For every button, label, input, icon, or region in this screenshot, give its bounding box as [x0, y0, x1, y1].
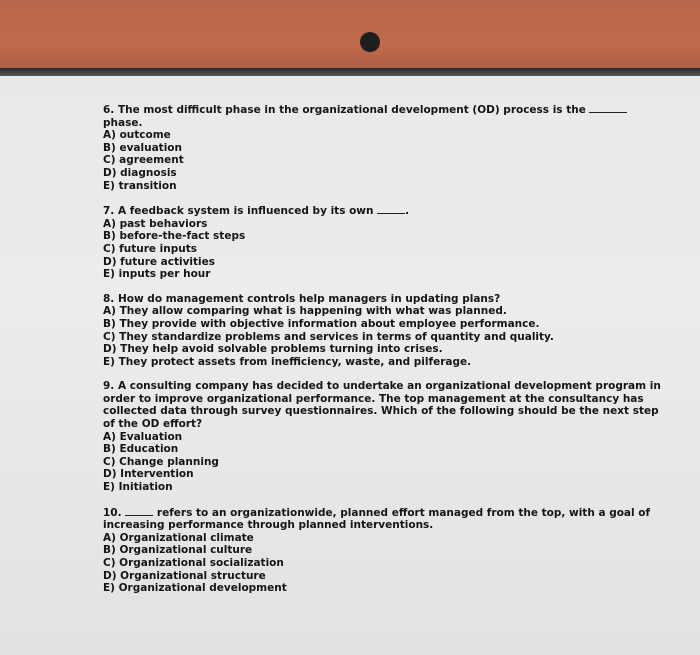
question-8 [103, 293, 663, 369]
option-b: B) before-the-fact steps [103, 230, 246, 243]
option-b: B) Organizational culture [103, 544, 253, 557]
question-9 [103, 380, 663, 493]
question-6 [103, 103, 663, 192]
option-a: A) Organizational climate [103, 531, 254, 544]
screen-edge [0, 68, 700, 76]
camera-dot [360, 32, 380, 52]
option-a: A) outcome [103, 129, 171, 142]
option-a: A) Evaluation [103, 430, 183, 443]
option-a: A) past behaviors [103, 217, 208, 230]
option-c: C) They standardize problems and services in terms of quantity and quality. [103, 330, 554, 343]
question-7 [103, 204, 663, 281]
option-e: E) Organizational development [103, 582, 287, 595]
question-list [103, 103, 663, 607]
option-d: D) They help avoid solvable problems turning into crises. [103, 343, 443, 356]
option-a: A) They allow comparing what is happening with what was planned. [103, 305, 507, 318]
option-b: B) Education [103, 443, 179, 456]
option-c: C) Change planning [103, 455, 219, 468]
answer-blank [125, 506, 153, 516]
option-d: D) future activities [103, 255, 216, 268]
question-10 [103, 506, 663, 595]
option-d: D) diagnosis [103, 166, 177, 179]
option-d: D) Organizational structure [103, 569, 266, 582]
question-stem: 10. refers to an organizationwide, planned effort managed from the top, with a goal of increasing performance through planned interventions. [103, 506, 651, 532]
answer-blank [377, 204, 405, 214]
question-stem: 9. A consulting company has decided to undertake an organizational development program in order to improve organizational performance. The top management at the consultancy has collected data through survey questionnaires. Which of the following should be the next step of the OD effort? [103, 380, 661, 431]
option-b: B) evaluation [103, 141, 182, 154]
option-b: B) They provide with objective information about employee performance. [103, 317, 540, 330]
option-c: C) agreement [103, 154, 184, 167]
option-e: E) transition [103, 179, 177, 192]
question-stem: 8. How do management controls help managers in updating plans? [103, 292, 501, 305]
option-e: E) inputs per hour [103, 268, 211, 281]
option-e: E) They protect assets from inefficiency, waste, and pilferage. [103, 355, 472, 368]
answer-blank [589, 103, 627, 113]
option-c: C) Organizational socialization [103, 557, 284, 569]
option-e: E) Initiation [103, 481, 173, 494]
question-stem: 7. A feedback system is influenced by its own . [103, 205, 410, 218]
device-bezel-top [0, 0, 700, 74]
question-stem: 6. The most difficult phase in the organizational development (OD) process is the phase. [103, 103, 663, 129]
option-d: D) Intervention [103, 468, 194, 481]
option-c: C) future inputs [103, 242, 197, 255]
